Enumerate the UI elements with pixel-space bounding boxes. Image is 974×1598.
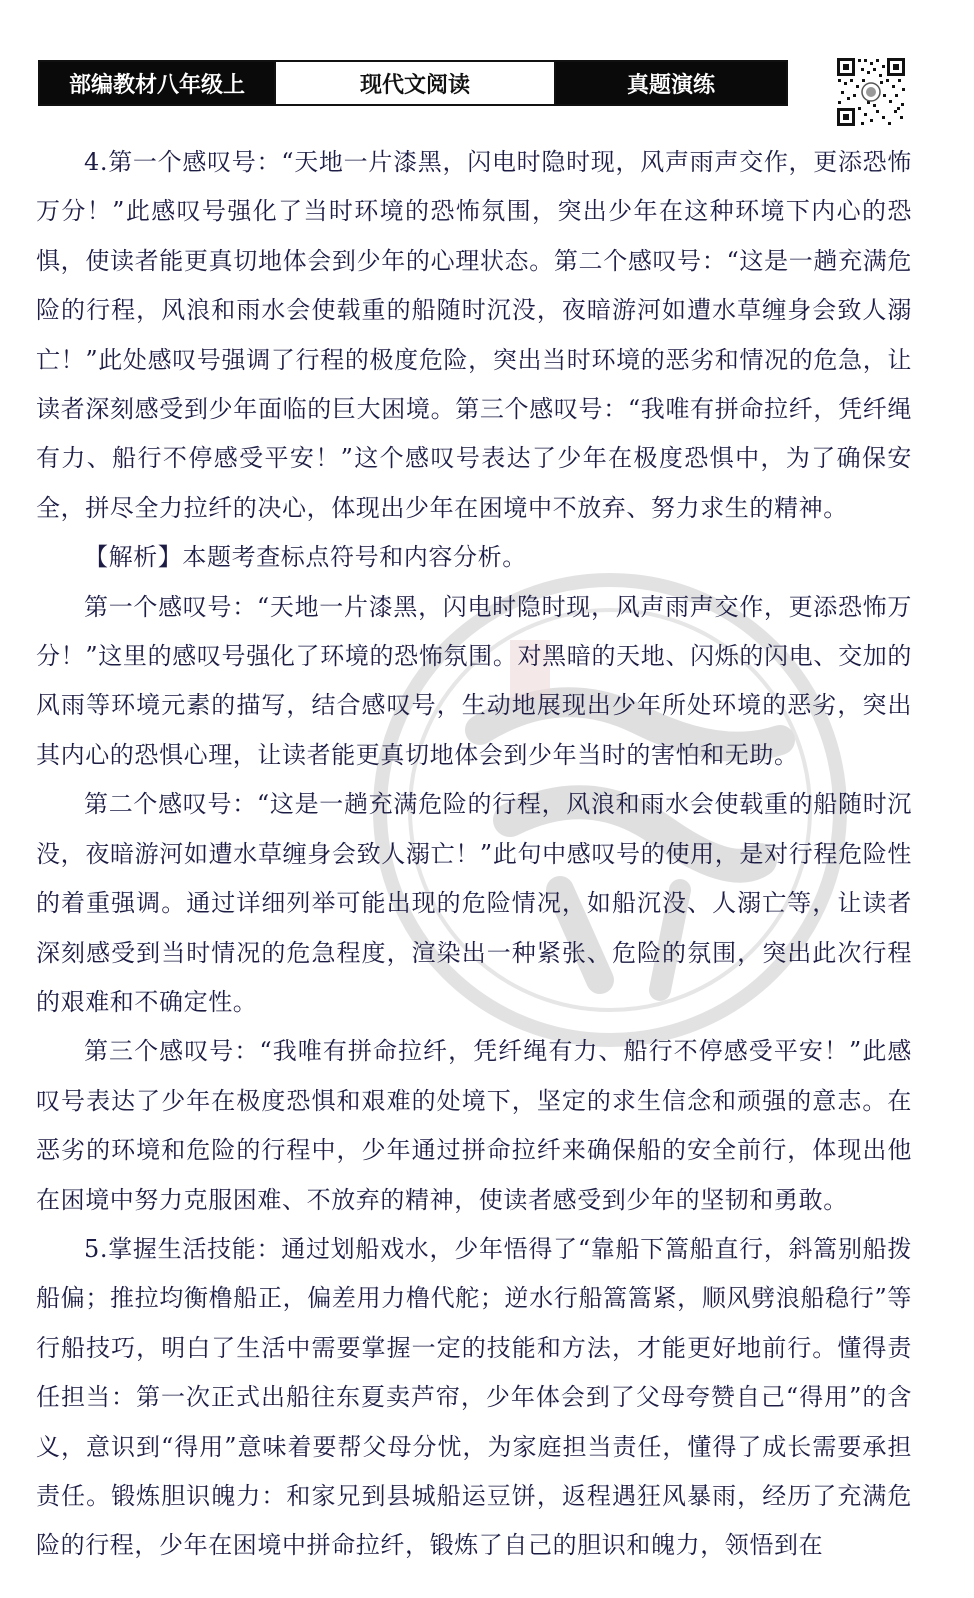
header-type-label: 真题演练 bbox=[556, 62, 786, 104]
header-section-label: 现代文阅读 bbox=[274, 62, 556, 104]
analysis-second-exclamation: 第二个感叹号：“这是一趟充满危险的行程，风浪和雨水会使载重的船随时沉没，夜暗游河如遭水草缠身会致人溺亡！”此句中感叹号的使用，是对行程危险性的着重强调。通过详细列举可能出现的危险情况，如船沉没、人溺亡等，让读者深刻感受到当时情况的危急程度，渲染出一种紧张、危险的氛围，突出此次行程的艰难和不确定性。 bbox=[36, 790, 912, 1016]
analysis-tag: 【解析】 bbox=[84, 543, 183, 572]
answer-paragraph-4: 4.第一个感叹号：“天地一片漆黑，闪电时隐时现，风声雨声交作，更添恐怖万分！”此感叹号强化了当时环境的恐怖氛围，突出少年在这种环境下内心的恐惧，使读者能更真切地体会到少年的心理状态。第二个感叹号：“这是一趟充满危险的行程，风浪和雨水会使载重的船随时沉没，夜暗游河如遭水草缠身会致人溺亡！”此处感叹号强调了行程的极度危险，突出当时环境的恶劣和情况的危急，让读者深刻感受到少年面临的巨大困境。第三个感叹号：“我唯有拼命拉纤，凭纤绳有力、船行不停感受平安！”这个感叹号表达了少年在极度恐惧中，为了确保安全，拼尽全力拉纤的决心，体现出少年在困境中不放弃、努力求生的精神。 bbox=[36, 148, 912, 522]
analysis-paragraph bbox=[36, 533, 912, 582]
article-body bbox=[36, 138, 912, 1571]
header-grade-label: 部编教材八年级上 bbox=[40, 62, 274, 104]
analysis-third-exclamation: 第三个感叹号：“我唯有拼命拉纤，凭纤绳有力、船行不停感受平安！”此感叹号表达了少年在极度恐惧和艰难的处境下，坚定的求生信念和顽强的意志。在恶劣的环境和危险的行程中，少年通过拼命拉纤来确保船的安全前行，体现出他在困境中努力克服困难、不放弃的精神，使读者感受到少年的坚韧和勇敢。 bbox=[36, 1037, 912, 1214]
qr-code-icon bbox=[836, 57, 906, 127]
analysis-intro: 本题考查标点符号和内容分析。 bbox=[182, 543, 527, 572]
answer-paragraph-5: 5.掌握生活技能：通过划船戏水，少年悟得了“靠船下篙船直行，斜篙别船拨船偏；推拉均衡橹船正，偏差用力橹代舵；逆水行船篙篙紧，顺风劈浪船稳行”等行船技巧，明白了生活中需要掌握一定的技能和方法，才能更好地前行。懂得责任担当：第一次正式出船往东夏卖芦帘，少年体会到了父母夸赞自己“得用”的含义，意识到“得用”意味着要帮父母分忧，为家庭担当责任，懂得了成长需要承担责任。锻炼胆识魄力：和家兄到县城船运豆饼，返程遇狂风暴雨，经历了充满危险的行程，少年在困境中拼命拉纤，锻炼了自己的胆识和魄力，领悟到在 bbox=[36, 1234, 912, 1560]
analysis-first-exclamation: 第一个感叹号：“天地一片漆黑，闪电时隐时现，风声雨声交作，更添恐怖万分！”这里的感叹号强化了环境的恐怖氛围。对黑暗的天地、闪烁的闪电、交加的风雨等环境元素的描写，结合感叹号，生动地展现出少年所处环境的恶劣，突出其内心的恐惧心理，让读者能更真切地体会到少年当时的害怕和无助。 bbox=[36, 592, 912, 769]
header-bar bbox=[38, 60, 788, 106]
